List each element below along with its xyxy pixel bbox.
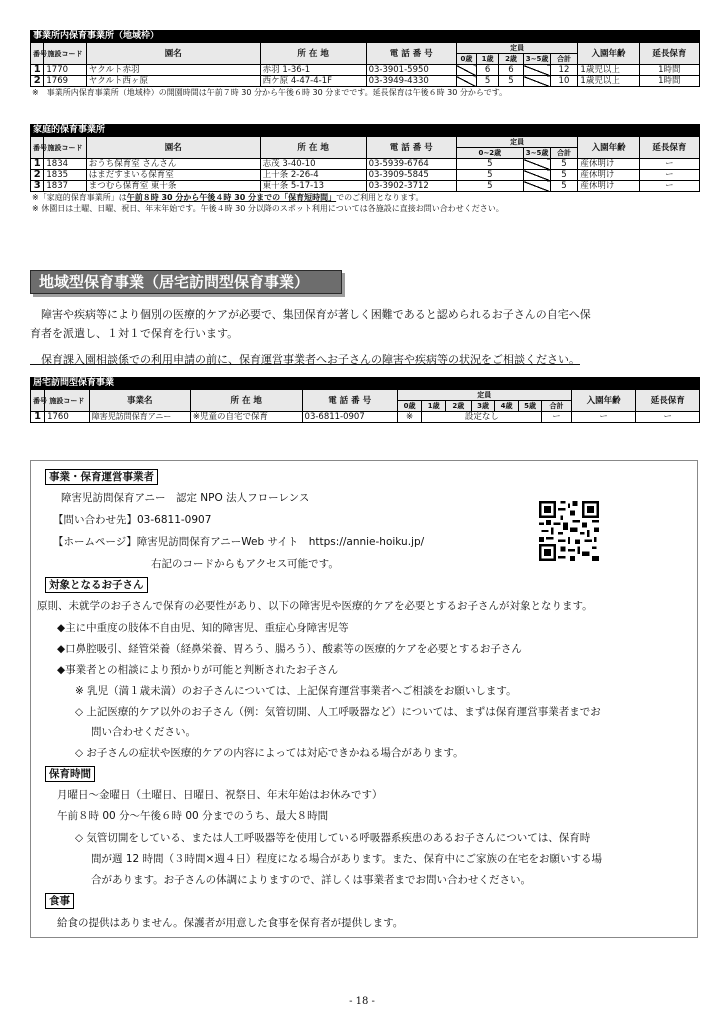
col-address: 所 在 地	[260, 43, 366, 65]
section-heading-text: 地域型保育事業（居宅訪問型保育事業）	[30, 270, 342, 294]
col-age0: 0歳	[397, 401, 422, 412]
col-entry-age: 入園年齢	[571, 390, 636, 412]
info-box	[30, 460, 698, 938]
table-workplace-nursery	[30, 30, 700, 98]
col-code: 施設コード	[44, 137, 86, 159]
row-age0	[456, 76, 476, 87]
col-no: 番号	[31, 43, 44, 65]
row-total: 10	[550, 76, 578, 87]
row-total: 5	[550, 170, 578, 181]
row-phone: 03-5939-6764	[366, 159, 456, 170]
col-age1: 1歳	[422, 401, 446, 412]
row-age1: 5	[476, 76, 498, 87]
table-title: 居宅訪問型保育事業	[30, 377, 700, 389]
col-phone: 電 話 番 号	[302, 390, 397, 412]
row-age3-5	[523, 159, 550, 170]
table-home-visit	[30, 377, 700, 423]
col-code: 施設コード	[44, 43, 86, 65]
consult-notice	[30, 350, 698, 369]
col-age2: 2歳	[445, 401, 471, 412]
row-capacity-mark: ※	[397, 412, 422, 423]
table-title: 事業所内保育事業所（地域枠）	[30, 30, 700, 42]
label-hours: 保育時間	[45, 766, 95, 782]
row-no: 3	[31, 181, 44, 192]
target-intro: 原則、未就学のお子さんで保育の必要性があり、以下の障害児や医療的ケアを必要とするお子さんが対象となります。	[37, 600, 593, 612]
label-meal: 食事	[45, 893, 74, 909]
intro-line: 障害や疾病等により個別の医療的ケアが必要で、集団保育が著しく困難であると認められるお子さんの自宅へ保	[30, 308, 591, 321]
row-code: 1769	[44, 76, 86, 87]
col-extended: 延長保育	[639, 137, 699, 159]
col-age1: 1歳	[476, 54, 498, 65]
note-text: でのご利用となります。	[336, 193, 424, 202]
qr-code-icon	[539, 501, 599, 561]
row-entry-age: ー	[571, 412, 636, 423]
col-extended: 延長保育	[639, 43, 699, 65]
col-entry-age: 入園年齢	[578, 137, 639, 159]
table-row	[31, 170, 700, 181]
row-name: はまだすまいる保育室	[86, 170, 260, 181]
col-extended: 延長保育	[636, 390, 700, 412]
row-phone: 03-3902-3712	[366, 181, 456, 192]
hours-time: 午前８時 00 分～午後６時 00 分までのうち、最大８時間	[57, 810, 329, 822]
section-intro	[30, 305, 698, 343]
col-age3-5: 3~5歳	[523, 148, 550, 159]
label-target: 対象となるお子さん	[45, 577, 148, 593]
row-age0-2: 5	[456, 170, 523, 181]
row-capacity: 設定なし	[422, 412, 542, 423]
row-extended: 1時間	[639, 76, 699, 87]
col-capacity: 定員	[397, 390, 571, 401]
row-extended: ー	[639, 159, 699, 170]
row-phone: 03-3949-4330	[366, 76, 456, 87]
row-phone: 03-3901-5950	[366, 65, 456, 76]
col-no: 番号	[31, 137, 44, 159]
hours-days: 月曜日～金曜日（土曜日、日曜日、祝祭日、年末年始はお休みです）	[57, 789, 383, 801]
target-note: ◇ お子さんの症状や医療的ケアの内容によっては対応できかねる場合があります。	[75, 747, 464, 759]
col-age3: 3歳	[471, 401, 495, 412]
row-address: 志茂 3-40-10	[260, 159, 366, 170]
row-no: 2	[31, 76, 44, 87]
row-address: 西ケ原 4-47-4-1F	[260, 76, 366, 87]
table-home-nursery	[30, 124, 700, 214]
row-entry-age: 産休明け	[578, 170, 639, 181]
table-row	[31, 412, 700, 423]
row-age3-5	[523, 181, 550, 192]
hours-note: 間が週 12 時間（３時間×週４日）程度になる場合があります。また、保育中にご家族の在宅をお願いする場	[91, 853, 602, 865]
row-age3-5	[523, 170, 550, 181]
row-age3-5	[523, 65, 550, 76]
homepage-link[interactable]: 【ホームページ】障害児訪問保育アニーWeb サイト https://annie-hoiku.jp/	[53, 536, 425, 548]
hours-note: ◇ 気管切開をしている、または人工呼吸器等を使用している呼吸器系疾患のあるお子さんについては、保育時	[75, 832, 591, 844]
col-total: 合計	[542, 401, 571, 412]
target-note: 問い合わせください。	[91, 726, 196, 738]
row-age0	[456, 65, 476, 76]
row-total: ー	[542, 412, 571, 423]
col-address: 所 在 地	[190, 390, 302, 412]
row-name: おうち保育室 さんさん	[86, 159, 260, 170]
row-age0-2: 5	[456, 159, 523, 170]
row-code: 1834	[44, 159, 86, 170]
row-extended: ー	[639, 170, 699, 181]
label-operator: 事業・保育運営事業者	[45, 469, 158, 485]
row-entry-age: 産休明け	[578, 181, 639, 192]
col-name: 事業名	[89, 390, 190, 412]
row-address: 上十条 2-26-4	[260, 170, 366, 181]
row-extended: ー	[639, 181, 699, 192]
meal-text: 給食の提供はありません。保護者が用意した食事を保育者が提供します。	[57, 917, 404, 929]
row-name: 障害児訪問保育アニー	[89, 412, 190, 423]
col-code: 施設コード	[45, 390, 90, 412]
table-note: ※ 事業所内保育事業所（地域枠）の開園時間は午前７時 30 分から午後６時 30 分までです。延長保育は午後６時 30 分からです。	[32, 88, 508, 97]
col-age5: 5歳	[518, 401, 542, 412]
row-no: 2	[31, 170, 44, 181]
target-item: ◆主に中重度の肢体不自由児、知的障害児、重症心身障害児等	[57, 622, 349, 634]
row-code: 1837	[44, 181, 86, 192]
col-phone: 電 話 番 号	[366, 137, 456, 159]
contact-phone: 【問い合わせ先】03-6811-0907	[53, 514, 212, 526]
target-item: ◆口鼻腔吸引、経管栄養（経鼻栄養、胃ろう、腸ろう）、酸素等の医療的ケアを必要とするお子さん	[57, 643, 522, 655]
row-no: 1	[31, 412, 45, 423]
row-phone: 03-3909-5845	[366, 170, 456, 181]
row-no: 1	[31, 159, 44, 170]
note-underlined: 午前８時 30 分から午後４時 30 分までの「保育短時間」	[126, 193, 337, 202]
col-no: 番号	[31, 390, 45, 412]
col-address: 所 在 地	[260, 137, 366, 159]
col-entry-age: 入園年齢	[578, 43, 639, 65]
col-age0: 0歳	[456, 54, 476, 65]
row-entry-age: 1歳児以上	[578, 76, 639, 87]
row-name: まつむら保育室 東十条	[86, 181, 260, 192]
qr-note: 右記のコードからもアクセス可能です。	[151, 558, 339, 570]
col-total: 合計	[550, 54, 578, 65]
col-age3-5: 3~5歳	[523, 54, 550, 65]
target-note: ◇ 上記医療的ケア以外のお子さん（例：気管切開、人工呼吸器など）については、まずは保育運営事業者までお	[75, 706, 601, 718]
row-age3-5	[523, 76, 550, 87]
row-age2: 5	[499, 76, 524, 87]
hours-note: 合があります。お子さんの体調によりますので、詳しくは事業者までお問い合わせください。	[91, 874, 531, 886]
row-total: 5	[550, 159, 578, 170]
row-extended: 1時間	[639, 65, 699, 76]
table-row	[31, 76, 700, 87]
operator-name: 障害児訪問保育アニー 認定 NPO 法人フローレンス	[61, 492, 310, 504]
row-extended: ー	[636, 412, 700, 423]
row-phone: 03-6811-0907	[302, 412, 397, 423]
col-age4: 4歳	[495, 401, 519, 412]
col-capacity: 定員	[456, 137, 578, 148]
row-total: 5	[550, 181, 578, 192]
table-note	[30, 192, 700, 203]
table-row	[31, 65, 700, 76]
table-note-2: ※ 休園日は土曜、日曜、祝日、年末年始です。午後４時 30 分以降のスポット利用については各施設に直接お問い合わせください。	[32, 204, 504, 213]
row-address: ※児童の自宅で保育	[190, 412, 302, 423]
consult-notice-text: 保育課入園相談係での利用申請の前に、保育運営事業者へお子さんの障害や疾病等の状況をご相談ください。	[30, 353, 580, 366]
row-code: 1770	[44, 65, 86, 76]
row-entry-age: 産休明け	[578, 159, 639, 170]
row-name: ヤクルト赤羽	[86, 65, 260, 76]
row-address: 東十条 5-17-13	[260, 181, 366, 192]
row-code: 1760	[45, 412, 90, 423]
table-row	[31, 159, 700, 170]
col-age2: 2歳	[499, 54, 524, 65]
table-title: 家庭的保育事業所	[30, 124, 700, 136]
col-total: 合計	[550, 148, 578, 159]
table-row	[31, 181, 700, 192]
row-age1: 6	[476, 65, 498, 76]
section-heading	[30, 270, 347, 298]
row-age0-2: 5	[456, 181, 523, 192]
note-text: ※「家庭的保育事業所」は	[32, 193, 127, 202]
row-address: 赤羽 1-36-1	[260, 65, 366, 76]
col-capacity: 定員	[456, 43, 578, 54]
row-no: 1	[31, 65, 44, 76]
col-age0-2: 0~2歳	[456, 148, 523, 159]
row-code: 1835	[44, 170, 86, 181]
row-entry-age: 1歳児以上	[578, 65, 639, 76]
row-name: ヤクルト西ヶ原	[86, 76, 260, 87]
target-item: ◆事業者との相談により預かりが可能と判断されたお子さん	[57, 664, 339, 676]
page-number: - 18 -	[349, 996, 375, 1007]
row-total: 12	[550, 65, 578, 76]
col-phone: 電 話 番 号	[366, 43, 456, 65]
intro-line: 育者を派遣し、１対１で保育を行います。	[30, 327, 239, 340]
target-note: ※ 乳児（満１歳未満）のお子さんについては、上記保育運営事業者へご相談をお願いします。	[75, 685, 517, 697]
row-age2: 6	[499, 65, 524, 76]
col-name: 園名	[86, 137, 260, 159]
col-name: 園名	[86, 43, 260, 65]
